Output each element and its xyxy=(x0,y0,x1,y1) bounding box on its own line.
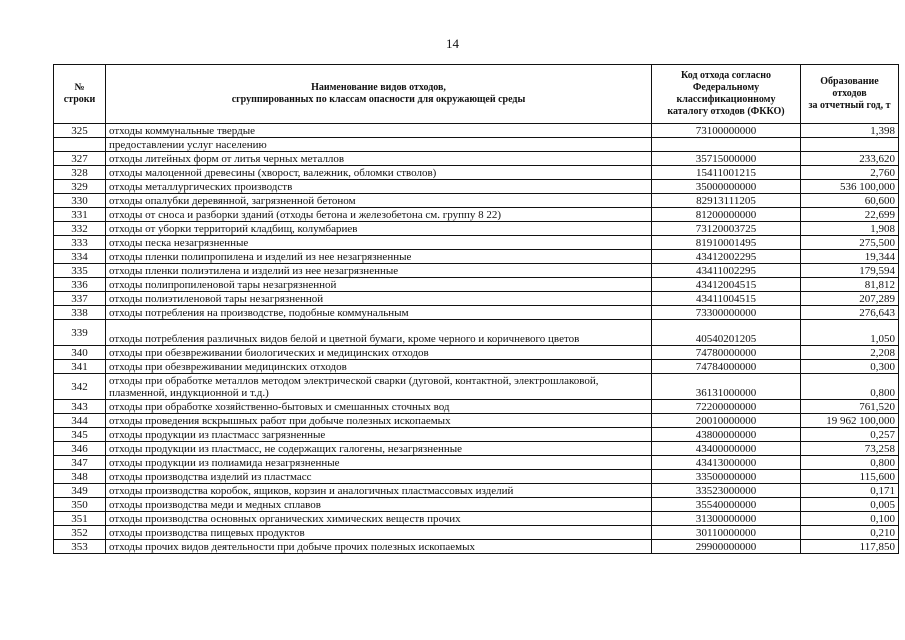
waste-name-cell: отходы при обезвреживании медицинских отходов xyxy=(106,360,652,374)
row-number-cell: 342 xyxy=(54,374,106,400)
waste-name-cell: отходы металлургических производств xyxy=(106,180,652,194)
table-row xyxy=(54,236,899,250)
row-number-cell: 341 xyxy=(54,360,106,374)
table-row xyxy=(54,374,899,400)
waste-name-cell: отходы полиэтиленовой тары незагрязненной xyxy=(106,292,652,306)
waste-name-cell: предоставлении услуг населению xyxy=(106,138,652,152)
header-fkko-code: Код отхода согласно Федеральному классификационному каталогу отходов (ФККО) xyxy=(652,65,801,124)
amount-cell: 276,643 xyxy=(801,306,899,320)
fkko-code-cell: 81910001495 xyxy=(652,236,801,250)
table-row xyxy=(54,278,899,292)
amount-cell: 22,699 xyxy=(801,208,899,222)
row-number-cell: 336 xyxy=(54,278,106,292)
row-number-cell: 345 xyxy=(54,428,106,442)
fkko-code-cell: 43400000000 xyxy=(652,442,801,456)
table-body xyxy=(54,124,899,554)
table-row xyxy=(54,124,899,138)
fkko-code-cell: 15411001215 xyxy=(652,166,801,180)
amount-cell: 19,344 xyxy=(801,250,899,264)
amount-cell: 179,594 xyxy=(801,264,899,278)
header-waste-name: Наименование видов отходов, сгруппированных по классам опасности для окружающей среды xyxy=(106,65,652,124)
table-row xyxy=(54,306,899,320)
table-row xyxy=(54,526,899,540)
waste-name-cell: отходы прочих видов деятельности при добыче прочих полезных ископаемых xyxy=(106,540,652,554)
fkko-code-cell: 35715000000 xyxy=(652,152,801,166)
waste-name-cell: отходы полипропиленовой тары незагрязненной xyxy=(106,278,652,292)
table-row xyxy=(54,292,899,306)
fkko-code-cell: 74780000000 xyxy=(652,346,801,360)
waste-name-cell: отходы продукции из полиамида незагрязненные xyxy=(106,456,652,470)
row-number-cell: 337 xyxy=(54,292,106,306)
waste-name-cell: отходы пленки полиэтилена и изделий из нее незагрязненные xyxy=(106,264,652,278)
fkko-code-cell: 73100000000 xyxy=(652,124,801,138)
table-row xyxy=(54,428,899,442)
row-number-cell: 331 xyxy=(54,208,106,222)
row-number-cell: 333 xyxy=(54,236,106,250)
table-row xyxy=(54,442,899,456)
header-amount: Образование отходов за отчетный год, т xyxy=(801,65,899,124)
row-number-cell: 325 xyxy=(54,124,106,138)
row-number-cell: 351 xyxy=(54,512,106,526)
fkko-code-cell: 72200000000 xyxy=(652,400,801,414)
waste-name-cell: отходы производства изделий из пластмасс xyxy=(106,470,652,484)
fkko-code-cell: 33523000000 xyxy=(652,484,801,498)
waste-name-cell: отходы литейных форм от литья черных металлов xyxy=(106,152,652,166)
table-row xyxy=(54,180,899,194)
amount-cell: 73,258 xyxy=(801,442,899,456)
waste-name-cell: отходы производства меди и медных сплавов xyxy=(106,498,652,512)
fkko-code-cell: 81200000000 xyxy=(652,208,801,222)
table-row xyxy=(54,484,899,498)
header-row-number: № строки xyxy=(54,65,106,124)
amount-cell: 207,289 xyxy=(801,292,899,306)
fkko-code-cell: 43413000000 xyxy=(652,456,801,470)
amount-cell: 2,208 xyxy=(801,346,899,360)
fkko-code-cell: 43412004515 xyxy=(652,278,801,292)
amount-cell: 1,908 xyxy=(801,222,899,236)
row-number-cell: 330 xyxy=(54,194,106,208)
waste-name-cell: отходы пленки полипропилена и изделий из нее незагрязненные xyxy=(106,250,652,264)
row-number-cell: 327 xyxy=(54,152,106,166)
table-header-row xyxy=(54,65,899,124)
fkko-code-cell: 43412002295 xyxy=(652,250,801,264)
table-row xyxy=(54,346,899,360)
row-number-cell: 348 xyxy=(54,470,106,484)
fkko-code-cell: 29900000000 xyxy=(652,540,801,554)
row-number-cell: 347 xyxy=(54,456,106,470)
waste-name-cell: отходы производства основных органических химических веществ прочих xyxy=(106,512,652,526)
table-row xyxy=(54,456,899,470)
row-number-cell: 344 xyxy=(54,414,106,428)
fkko-code-cell: 36131000000 xyxy=(652,374,801,400)
row-number-cell: 328 xyxy=(54,166,106,180)
table-row xyxy=(54,166,899,180)
row-number-cell: 353 xyxy=(54,540,106,554)
fkko-code-cell: 20010000000 xyxy=(652,414,801,428)
amount-cell: 233,620 xyxy=(801,152,899,166)
row-number-cell: 332 xyxy=(54,222,106,236)
fkko-code-cell: 43411004515 xyxy=(652,292,801,306)
waste-name-cell: отходы от уборки территорий кладбищ, колумбариев xyxy=(106,222,652,236)
row-number-cell: 340 xyxy=(54,346,106,360)
table-row xyxy=(54,414,899,428)
waste-name-cell: отходы при обработке металлов методом электрической сварки (дуговой, контактной, электрошлаковой, плазменной, индукционной и т.д.) xyxy=(106,374,652,400)
amount-cell: 0,257 xyxy=(801,428,899,442)
amount-cell: 0,210 xyxy=(801,526,899,540)
row-number-cell: 350 xyxy=(54,498,106,512)
waste-name-cell: отходы песка незагрязненные xyxy=(106,236,652,250)
row-number-cell: 339 xyxy=(54,320,106,346)
table-row xyxy=(54,138,899,152)
amount-cell: 1,050 xyxy=(801,320,899,346)
amount-cell: 0,800 xyxy=(801,456,899,470)
waste-name-cell: отходы продукции из пластмасс загрязненные xyxy=(106,428,652,442)
row-number-cell: 343 xyxy=(54,400,106,414)
waste-name-cell: отходы потребления на производстве, подобные коммунальным xyxy=(106,306,652,320)
fkko-code-cell: 43800000000 xyxy=(652,428,801,442)
fkko-code-cell: 30110000000 xyxy=(652,526,801,540)
amount-cell: 275,500 xyxy=(801,236,899,250)
waste-name-cell: отходы продукции из пластмасс, не содержащих галогены, незагрязненные xyxy=(106,442,652,456)
table-row xyxy=(54,498,899,512)
amount-cell: 0,171 xyxy=(801,484,899,498)
row-number-cell: 349 xyxy=(54,484,106,498)
table-row xyxy=(54,512,899,526)
row-number-cell: 338 xyxy=(54,306,106,320)
row-number-cell: 329 xyxy=(54,180,106,194)
fkko-code-cell xyxy=(652,138,801,152)
table-row xyxy=(54,540,899,554)
table-row xyxy=(54,470,899,484)
table-row xyxy=(54,208,899,222)
waste-name-cell: отходы от сноса и разборки зданий (отходы бетона и железобетона см. группу 8 22) xyxy=(106,208,652,222)
amount-cell: 117,850 xyxy=(801,540,899,554)
waste-name-cell: отходы малоценной древесины (хворост, валежник, обломки стволов) xyxy=(106,166,652,180)
table-row xyxy=(54,400,899,414)
amount-cell: 0,300 xyxy=(801,360,899,374)
amount-cell: 19 962 100,000 xyxy=(801,414,899,428)
amount-cell: 2,760 xyxy=(801,166,899,180)
table-row xyxy=(54,264,899,278)
amount-cell: 761,520 xyxy=(801,400,899,414)
table-row xyxy=(54,222,899,236)
table-row xyxy=(54,360,899,374)
fkko-code-cell: 82913111205 xyxy=(652,194,801,208)
amount-cell xyxy=(801,138,899,152)
waste-name-cell: отходы производства пищевых продуктов xyxy=(106,526,652,540)
table-row xyxy=(54,320,899,346)
amount-cell: 81,812 xyxy=(801,278,899,292)
fkko-code-cell: 35540000000 xyxy=(652,498,801,512)
amount-cell: 0,005 xyxy=(801,498,899,512)
table-row xyxy=(54,194,899,208)
row-number-cell: 334 xyxy=(54,250,106,264)
fkko-code-cell: 73120003725 xyxy=(652,222,801,236)
fkko-code-cell: 73300000000 xyxy=(652,306,801,320)
waste-name-cell: отходы производства коробок, ящиков, корзин и аналогичных пластмассовых изделий xyxy=(106,484,652,498)
amount-cell: 115,600 xyxy=(801,470,899,484)
row-number-cell: 346 xyxy=(54,442,106,456)
fkko-code-cell: 31300000000 xyxy=(652,512,801,526)
fkko-code-cell: 35000000000 xyxy=(652,180,801,194)
amount-cell: 0,800 xyxy=(801,374,899,400)
waste-name-cell: отходы потребления различных видов белой и цветной бумаги, кроме черного и коричневого цветов xyxy=(106,320,652,346)
table-row xyxy=(54,152,899,166)
fkko-code-cell: 40540201205 xyxy=(652,320,801,346)
waste-table xyxy=(53,64,899,554)
amount-cell: 536 100,000 xyxy=(801,180,899,194)
waste-name-cell: отходы коммунальные твердые xyxy=(106,124,652,138)
row-number-cell: 352 xyxy=(54,526,106,540)
table-row xyxy=(54,250,899,264)
fkko-code-cell: 43411002295 xyxy=(652,264,801,278)
row-number-cell: 335 xyxy=(54,264,106,278)
fkko-code-cell: 74784000000 xyxy=(652,360,801,374)
fkko-code-cell: 33500000000 xyxy=(652,470,801,484)
waste-name-cell: отходы проведения вскрышных работ при добыче полезных ископаемых xyxy=(106,414,652,428)
waste-name-cell: отходы при обезвреживании биологических и медицинских отходов xyxy=(106,346,652,360)
amount-cell: 1,398 xyxy=(801,124,899,138)
waste-name-cell: отходы опалубки деревянной, загрязненной бетоном xyxy=(106,194,652,208)
amount-cell: 0,100 xyxy=(801,512,899,526)
waste-name-cell: отходы при обработке хозяйственно-бытовых и смешанных сточных вод xyxy=(106,400,652,414)
row-number-cell xyxy=(54,138,106,152)
page-number: 14 xyxy=(446,36,459,51)
amount-cell: 60,600 xyxy=(801,194,899,208)
